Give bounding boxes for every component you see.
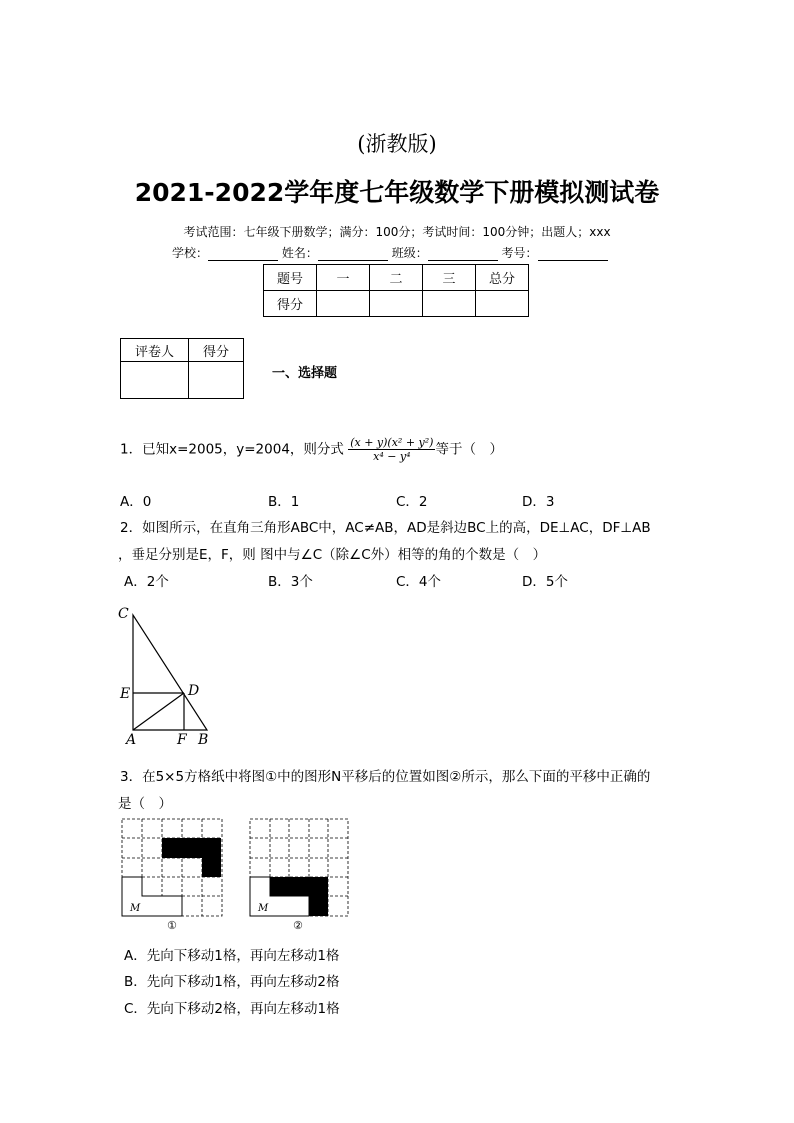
grader-blank-row: [121, 362, 244, 399]
option-c: C．4个: [396, 574, 442, 590]
question-1: [120, 436, 503, 463]
score-cell[interactable]: [370, 291, 423, 317]
school-blank: [208, 246, 278, 261]
question-number: 1．: [120, 441, 143, 458]
question-2-line-2: ，垂足分别是E，F，则 图中与∠C（除∠C外）相等的角的个数是（ ）: [118, 547, 547, 563]
label-b: B: [198, 732, 209, 748]
school-label: 学校：: [172, 246, 209, 260]
score-cell[interactable]: [423, 291, 476, 317]
exam-no-blank: [538, 246, 608, 261]
grader-table: [120, 338, 244, 399]
exam-info-line: 考试范围：七年级下册数学；满分：100分；考试时间：100分钟；出题人；xxx: [183, 225, 611, 239]
score-row-label: 得分: [264, 291, 317, 317]
page-title: 2021-2022学年度七年级数学下册模拟测试卷: [134, 178, 660, 207]
label-c: C: [118, 606, 129, 622]
grid-figures: [118, 816, 358, 936]
label-m-1: M: [130, 903, 141, 914]
score-header-cell: 总分: [476, 265, 529, 291]
exam-no-label: 考号：: [501, 246, 538, 260]
class-blank: [428, 246, 498, 261]
option-b: B．3个: [268, 574, 313, 590]
name-label: 姓名：: [281, 246, 318, 260]
shape-n: [162, 838, 221, 877]
question-3-line-1: [120, 765, 650, 785]
question-number: 2．: [120, 520, 143, 536]
score-table-header-row: [264, 265, 529, 291]
grader-header-cell: 得分: [189, 339, 244, 362]
grader-header-row: [121, 339, 244, 362]
score-header-cell: 二: [370, 265, 423, 291]
edition-label: (浙教版): [357, 132, 437, 156]
option-c: C．2: [396, 494, 428, 510]
score-table-score-row: [264, 291, 529, 317]
option-a: A．先向下移动1格，再向左移动1格: [124, 948, 340, 964]
question-2-line-1: [120, 516, 651, 536]
grader-cell[interactable]: [121, 362, 189, 399]
option-b: B．1: [268, 494, 300, 510]
option-a: A．2个: [124, 574, 169, 590]
grid-figure-1: [122, 819, 222, 932]
question-text: 在5×5方格纸中将图①中的图形N平移后的位置如图②所示，那么下面的平移中正确的: [142, 769, 651, 785]
question-text: 如图所示，在直角三角形ABC中，AC≠AB，AD是斜边BC上的高，DE⊥AC，DF⊥AB: [142, 520, 651, 536]
triangle-abc: [133, 615, 207, 730]
label-a: A: [126, 732, 137, 748]
grader-header-cell: 评卷人: [121, 339, 189, 362]
option-d: D．3: [522, 494, 555, 510]
class-label: 班级：: [391, 246, 428, 260]
label-d: D: [188, 683, 200, 699]
name-blank: [318, 246, 388, 261]
score-header-cell: 题号: [264, 265, 317, 291]
section-title: 一、选择题: [272, 366, 338, 381]
fraction-numerator: (x + y)(x² + y²): [350, 436, 434, 449]
label-f: F: [177, 732, 187, 748]
score-table: [263, 264, 529, 317]
score-header-cell: 三: [423, 265, 476, 291]
question-text: 已知x=2005，y=2004，则分式: [142, 441, 344, 458]
triangle-figure: [110, 600, 220, 750]
segment-ad: [133, 693, 184, 730]
label-e: E: [120, 686, 131, 702]
label-m-2: M: [258, 903, 269, 914]
option-c: C．先向下移动2格，再向左移动1格: [124, 1001, 340, 1017]
student-info-line: [172, 244, 608, 261]
option-a: A．0: [120, 494, 152, 510]
grader-cell[interactable]: [189, 362, 244, 399]
score-header-cell: 一: [317, 265, 370, 291]
question-3-line-2: 是（ ）: [118, 796, 172, 812]
fraction: [348, 436, 435, 463]
score-cell[interactable]: [476, 291, 529, 317]
grid-figure-2: [250, 819, 348, 932]
figure-2-label: ②: [293, 919, 303, 932]
score-cell[interactable]: [317, 291, 370, 317]
question-number: 3．: [120, 769, 143, 785]
option-d: D．5个: [522, 574, 568, 590]
figure-1-label: ①: [167, 919, 177, 932]
fraction-denominator: x⁴ − y⁴: [373, 450, 411, 463]
option-b: B．先向下移动1格，再向左移动2格: [124, 974, 340, 990]
question-text-end: 等于（ ）: [435, 441, 503, 458]
